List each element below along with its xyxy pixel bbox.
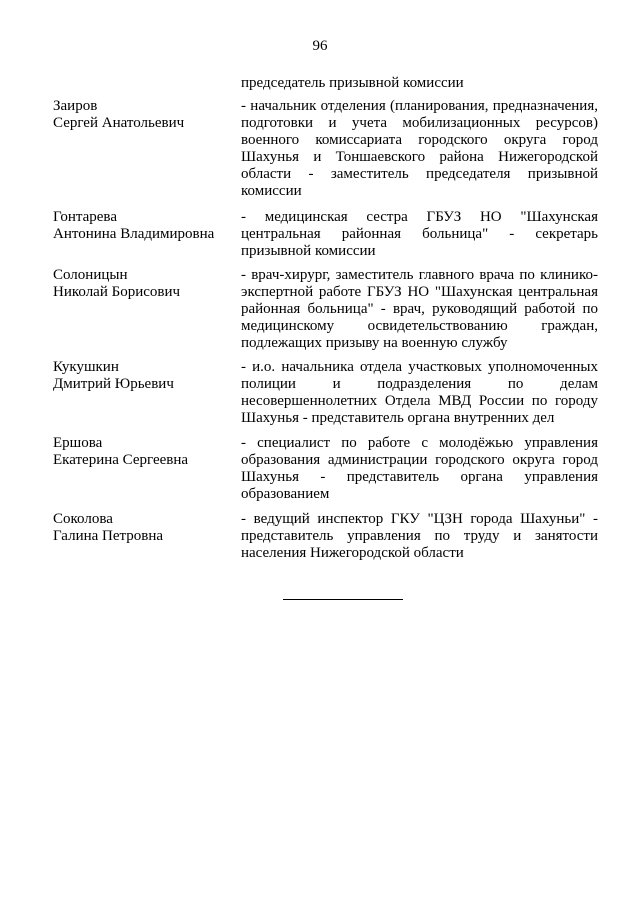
member-role: - и.о. начальника отдела участковых уполномоченных полиции и подразделения по делам несовершеннолетних Отдела МВД России по городу Шахунья - представитель органа внутренних дел	[241, 359, 598, 426]
member-name	[53, 267, 233, 301]
member-name	[53, 359, 233, 393]
member-name	[53, 435, 233, 469]
member-role: - ведущий инспектор ГКУ "ЦЗН города Шахуньи" - представитель управления по труду и занятости населения Нижегородской области	[241, 511, 598, 561]
member-last-name: Солоницын	[53, 267, 128, 283]
member-name	[53, 511, 233, 545]
continuation-text: председатель призывной комиссии	[241, 75, 464, 91]
member-first-middle-name: Дмитрий Юрьевич	[53, 376, 174, 392]
member-role: - врач-хирург, заместитель главного врача по клинико-экспертной работе ГБУЗ НО "Шахунская центральная районная больница" - врач, руководящий работой по медицинскому освидетельствованию граждан, подлежащих призыву на военную службу	[241, 267, 598, 351]
member-first-middle-name: Сергей Анатольевич	[53, 115, 185, 131]
member-last-name: Кукушкин	[53, 359, 119, 375]
member-first-middle-name: Екатерина Сергеевна	[53, 452, 189, 468]
member-last-name: Ершова	[53, 435, 103, 451]
member-last-name: Гонтарева	[53, 209, 117, 225]
member-first-middle-name: Николай Борисович	[53, 284, 181, 300]
member-last-name: Заиров	[53, 98, 98, 114]
page-number: 96	[312, 38, 328, 54]
member-name	[53, 209, 233, 243]
member-last-name: Соколова	[53, 511, 113, 527]
member-first-middle-name: Антонина Владимировна	[53, 226, 215, 242]
member-role: - начальник отделения (планирования, предназначения, подготовки и учета мобилизационных ресурсов) военного комиссариата городского округа город Шахунья и Тоншаевского района Нижегородской области - заместитель председателя призывной комиссии	[241, 98, 598, 199]
member-first-middle-name: Галина Петровна	[53, 528, 164, 544]
member-role: - специалист по работе с молодёжью управления образования администрации городского округа город Шахунья - представитель органа управления образованием	[241, 435, 598, 502]
end-of-list-divider	[283, 599, 403, 600]
member-name	[53, 98, 233, 132]
member-role: - медицинская сестра ГБУЗ НО "Шахунская центральная районная больница" - секретарь призывной комиссии	[241, 209, 598, 259]
